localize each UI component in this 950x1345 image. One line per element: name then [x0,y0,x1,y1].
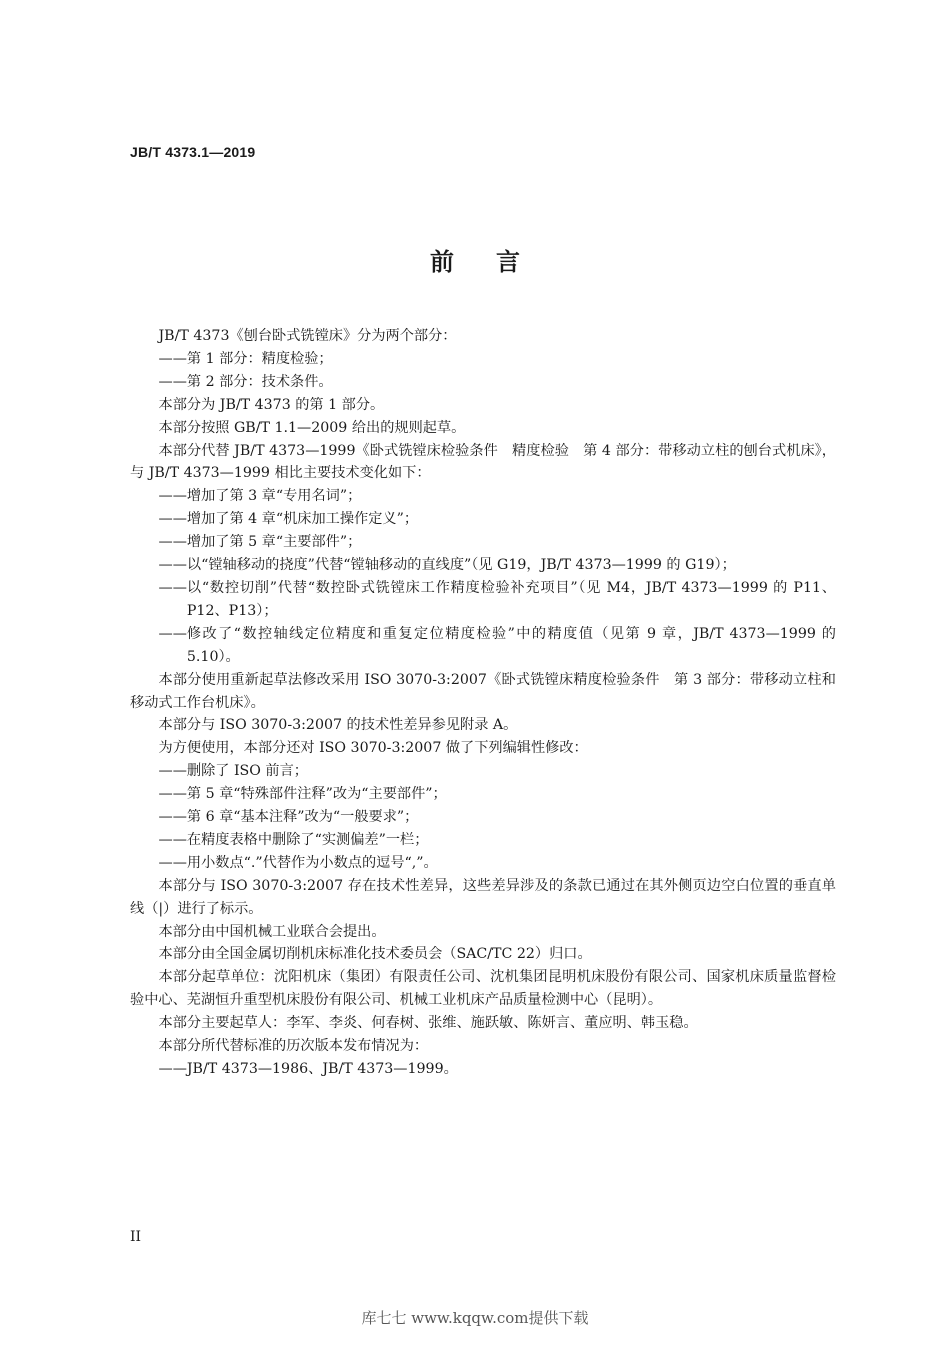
foreword-body [130,325,836,1081]
list-item [130,783,836,806]
list-item-text: 用小数点“.”代替作为小数点的逗号“,”。 [186,854,438,871]
list-item-text: 增加了第 5 章“主要部件”； [186,534,362,551]
paragraph: 本部分所代替标准的历次版本发布情况为： [158,1038,429,1055]
list-dash: —— [158,579,187,596]
paragraph: 为方便使用，本部分还对 ISO 3070-3:2007 做了下列编辑性修改： [158,740,588,757]
list-dash: —— [158,1061,187,1077]
list-item [130,554,836,577]
list-item [130,531,836,554]
list-item [130,485,836,508]
list-dash: —— [158,763,187,780]
list-item-text: 以“镗轴移动的挠度”代替“镗轴移动的直线度”（见 G19，JB/T 4373—1999 的 G19）； [186,557,736,574]
list-dash: —— [158,350,187,367]
paragraph: 本部分使用重新起草法修改采用 ISO 3070-3:2007《卧式铣镗床精度检验条件 第 3 部分：带移动立柱和移动式工作台机床》。 [130,671,836,711]
paragraph: 本部分与 ISO 3070-3:2007 存在技术性差异，这些差异涉及的条款已通过在其外侧页边空白位置的垂直单线（|）进行了标示。 [130,877,836,917]
document-code: JB/T 4373.1—2019 [130,144,256,160]
list-item-text: 以“数控切削”代替“数控卧式铣镗床工作精度检验补充项目”（见 M4，JB/T 4373—1999 的 P11、P12、P13）； [186,579,836,619]
list-dash: —— [158,557,187,574]
list-item [130,508,836,531]
paragraph: 本部分与 ISO 3070-3:2007 的技术性差异参见附录 A。 [158,717,518,734]
paragraph: 本部分由中国机械工业联合会提出。 [158,923,386,940]
paragraph: 本部分主要起草人：李军、李炎、何春树、张维、施跃敏、陈妍言、董应明、韩玉稳。 [158,1015,698,1032]
list-item [130,623,836,669]
list-item-text: 第 1 部分：精度检验； [186,350,333,367]
paragraph: 本部分为 JB/T 4373 的第 1 部分。 [158,396,385,413]
title-char-1: 前 [430,248,454,276]
list-dash: —— [158,625,187,642]
list-item-text: 第 2 部分：技术条件。 [186,373,333,390]
list-item-text: 增加了第 3 章“专用名词”； [186,488,362,505]
list-dash: —— [158,488,187,505]
list-item-text: 增加了第 4 章“机床加工操作定义”； [186,511,419,528]
paragraph: 本部分由全国金属切削机床标准化技术委员会（SAC/TC 22）归口。 [158,946,592,963]
page-number: II [130,1229,142,1245]
paragraph: 本部分按照 GB/T 1.1—2009 给出的规则起草。 [158,419,466,436]
paragraph: 本部分代替 JB/T 4373—1999《卧式铣镗床检验条件 精度检验 第 4 部分：带移动立柱的刨台式机床》，与 JB/T 4373—1999 相比主要技术变化如下： [130,442,836,482]
list-item-text: JB/T 4373—1986、JB/T 4373—1999。 [186,1061,458,1077]
list-dash: —— [158,854,187,871]
list-item [130,852,836,875]
list-item-text: 删除了 ISO 前言； [186,763,308,780]
list-item [130,348,836,371]
list-dash: —— [158,786,187,803]
list-item [130,577,836,623]
download-watermark: 库七七 www.kqqw.com提供下载 [361,1309,589,1327]
list-dash: —— [158,831,187,848]
list-item-text: 在精度表格中删除了“实测偏差”一栏； [186,831,429,848]
list-item [130,1058,836,1081]
list-item-text: 第 5 章“特殊部件注释”改为“主要部件”； [186,786,447,803]
list-item-text: 第 6 章“基本注释”改为“一般要求”； [186,809,419,826]
list-dash: —— [158,809,187,826]
paragraph: 本部分起草单位：沈阳机床（集团）有限责任公司、沈机集团昆明机床股份有限公司、国家机床质量监督检验中心、芜湖恒升重型机床股份有限公司、机械工业机床产品质量检测中心（昆明）。 [130,969,836,1009]
page-title [0,242,950,277]
paragraph: JB/T 4373《刨台卧式铣镗床》分为两个部分： [158,328,457,344]
list-dash: —— [158,373,187,390]
list-dash: —— [158,511,187,528]
list-dash: —— [158,534,187,551]
list-item [130,371,836,394]
list-item [130,806,836,829]
list-item-text: 修改了“数控轴线定位精度和重复定位精度检验”中的精度值（见第 9 章，JB/T 4373—1999 的 5.10）。 [186,625,836,665]
list-item [130,760,836,783]
list-item [130,829,836,852]
title-char-2: 言 [496,248,520,276]
